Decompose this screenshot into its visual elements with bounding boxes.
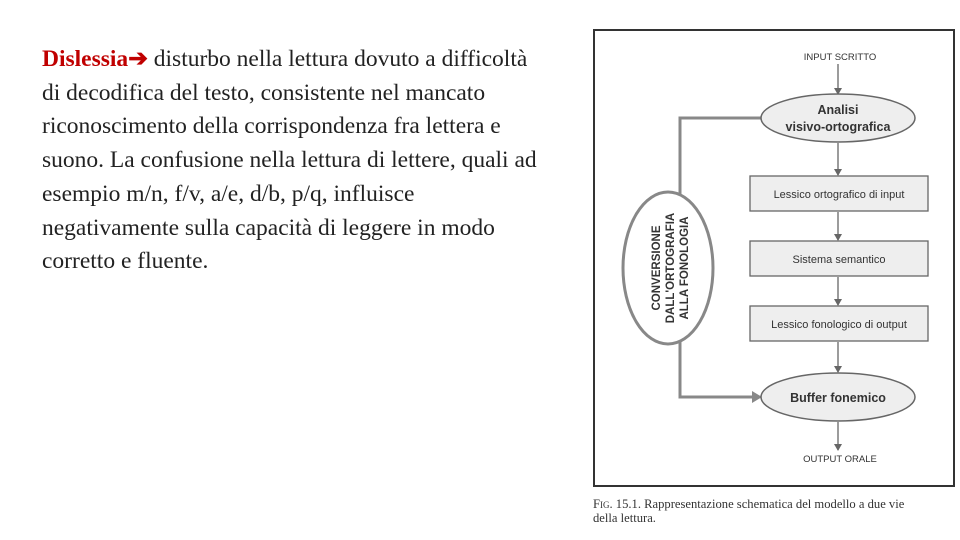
analysis-label-1: Analisi [817, 103, 859, 117]
analysis-label-2: visivo-ortografica [785, 120, 891, 134]
arrow-right-icon: ➔ [128, 46, 148, 72]
conversion-label-2: DALL'ORTOGRAFIA [665, 212, 677, 324]
caption-line-1 [593, 497, 960, 511]
paragraph-text: disturbo nella lettura dovuto a difficoltà di decodifica del testo, consistente nel mancato riconoscimento della corrispondenza fra lettera e suono. La confusione nella lettura di lettere, quali ad esempio m/n, f/v, a/e, d/b, p/q, influisce negativamente sulla capacità di leggere in modo corretto e fluente. [42, 46, 537, 275]
analysis-ellipse [761, 94, 915, 142]
conversion-label-1: CONVERSIONE [651, 225, 663, 311]
term-dislessia: Dislessia [42, 46, 129, 72]
input-label: INPUT SCRITTO [803, 52, 877, 63]
semantic-system-label: Sistema semantico [792, 254, 886, 266]
lexicon-output-label: Lessico fonologico di output [771, 319, 907, 331]
figure-caption [593, 497, 960, 525]
output-label: OUTPUT ORALE [803, 454, 877, 465]
figure-number: Fig. 15.1. [593, 497, 641, 511]
caption-text-1: Rappresentazione schematica del modello a due vie [641, 497, 905, 511]
caption-text-2: della lettura. [593, 511, 656, 525]
lexicon-input-label: Lessico ortografico di input [773, 189, 905, 201]
conversion-label-3: ALLA FONOLOGIA [679, 216, 691, 320]
buffer-label: Buffer fonemico [790, 391, 886, 405]
